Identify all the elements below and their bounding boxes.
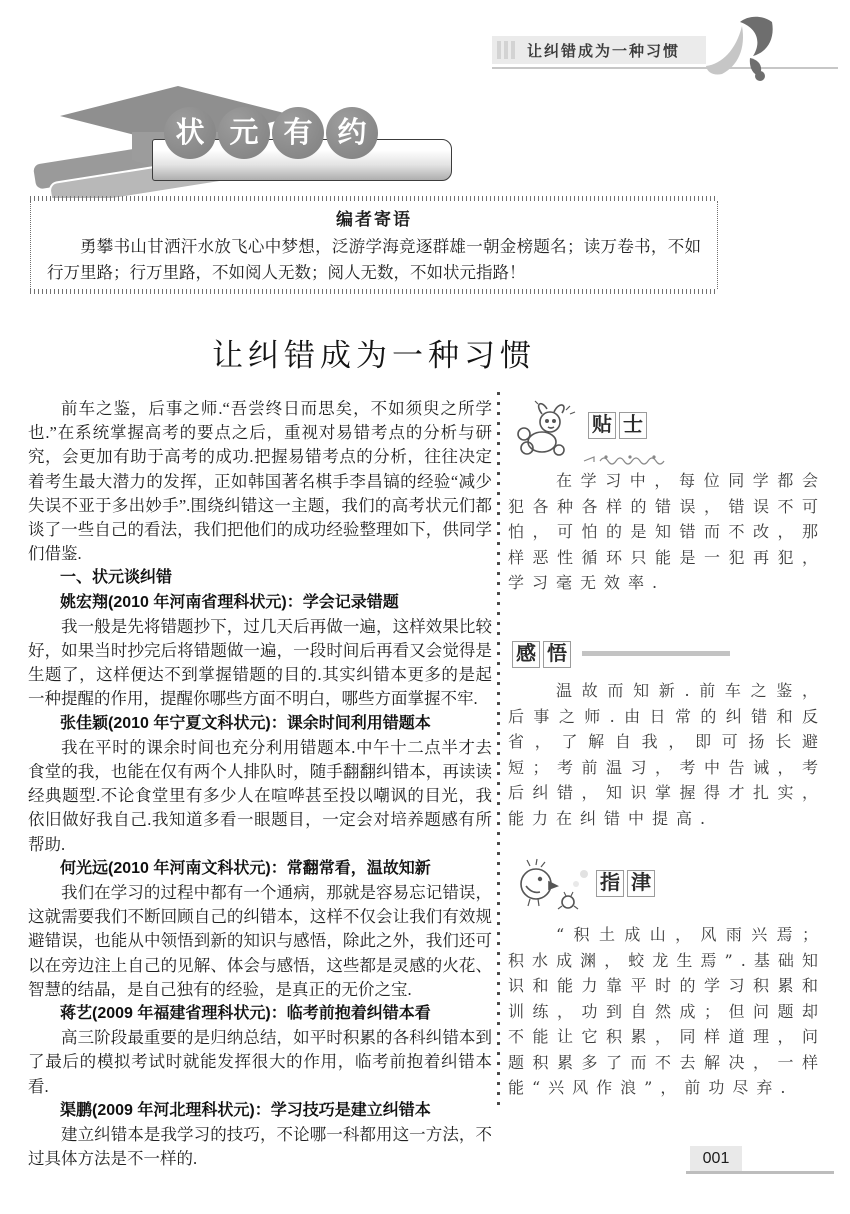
badge-char: 元	[218, 107, 270, 159]
reflection-block-title: 感 悟	[512, 641, 730, 668]
entry-heading: 张佳颖(2010 年宁夏文科状元)：课余时间利用错题本	[60, 714, 431, 732]
entry-heading: 蒋艺(2009 年福建省理科状元)：临考前抱着纠错本看	[60, 1005, 431, 1023]
footer-rule	[686, 1171, 834, 1174]
entry-body: 高三阶段最重要的是归纳总结，如平时积累的各科纠错本到了最后的模拟考试时就能发挥很大的作用，临考前抱着纠错本看.	[28, 1028, 492, 1096]
running-head	[492, 36, 706, 64]
bird-icon	[510, 858, 594, 921]
article-title: 让纠错成为一种习惯	[212, 338, 536, 373]
entry-body: 建立纠错本是我学习的技巧，不论哪一科都用这一方法，不过具体方法是不一样的.	[28, 1125, 492, 1169]
header-decorative-bars	[497, 41, 515, 59]
entry-body: 我在平时的课余时间也充分利用错题本.中午十二点半才去食堂的我，也能在仅有两个人排队时，随手翻翻纠错本，再读读经典题型.不论食堂里有多少人在喧哗甚至投以嘲讽的目光，我依旧做好我自己.我知道多看一眼题目，一定会对培养题感有所帮助.	[28, 737, 492, 854]
article-body	[28, 397, 492, 1172]
intro-paragraph: 前车之鉴，后事之师.“吾尝终日而思矣，不如须臾之所学也.”在系统掌握高考的要点之后，重视对易错考点的分析与研究，会更加有助于高考的成功.把握易错考点的分析，往往决定着考生最大潜力的发挥，正如韩国著名棋手李昌镐的经验“减少失误不亚于多出妙手”.围绕纠错这一主题，我们的高考状元们都谈了一些自己的看法，我们把他们的成功经验整理如下，供同学们借鉴.	[28, 399, 492, 564]
entry-body: 我们在学习的过程中都有一个通病，那就是容易忘记错误，这就需要我们不断回顾自己的纠错本，这样不仅会让我们有效规避错误，也能从中领悟到新的知识与感悟，除此之外，我们还可以在旁边注上自己的见解、体会与感悟，这些都是灵感的火花、智慧的结晶，是自己独有的经验，是真正的无价之宝.	[28, 883, 492, 999]
title-underline-bar	[582, 651, 730, 656]
running-head-title: 让纠错成为一种习惯	[527, 42, 681, 60]
guidance-block-text: “积土成山，风雨兴焉；积水成渊，蛟龙生焉”.基础知识和能力靠平时的学习积累和训练，功到自然成；但问题却不能让它积累，同样道理，问题积累多了而不去解决，一样能“兴风作浪”，前功尽弃.	[508, 925, 826, 1097]
reflection-block-text: 温故而知新.前车之鉴，后事之师.由日常的纠错和反省，了解自我，即可扬长避短；考前温习，考中告诫，考后纠错，知识掌握得才扎实，能力在纠错中提高.	[508, 681, 826, 828]
tip-block-title: 贴 士	[588, 412, 650, 439]
publisher-swoosh-icon	[700, 16, 788, 87]
editor-note-title: 编者寄语	[336, 210, 412, 229]
page-number: 001	[690, 1146, 742, 1171]
editor-note-text: 勇攀书山甘洒汗水放飞心中梦想，泛游学海竞逐群雄一朝金榜题名；读万卷书，不如行万里路；行万里路，不如阅人无数；阅人无数，不如状元指路！	[47, 237, 701, 282]
entry-heading: 渠鹏(2009 年河北理科状元)：学习技巧是建立纠错本	[60, 1101, 431, 1119]
tip-block-text: 在学习中，每位同学都会犯各种各样的错误，错误不可怕，可怕的是知错而不改，那样恶性循环只能是一犯再犯，学习毫无效率.	[508, 471, 826, 592]
guidance-block-title: 指 津	[596, 870, 658, 897]
badge-char: 状	[164, 107, 216, 159]
entry-heading: 何光远(2010 年河南文科状元)：常翻常看，温故知新	[60, 859, 431, 877]
editor-note-box	[30, 196, 718, 294]
section-heading: 一、状元谈纠错	[60, 569, 173, 587]
entry-heading: 姚宏翔(2010 年河南省理科状元)：学会记录错题	[60, 593, 399, 611]
fringe-border	[30, 289, 718, 294]
badge-char: 约	[326, 107, 378, 159]
rabbit-icon	[512, 400, 584, 463]
badge-char: 有	[272, 107, 324, 159]
entry-body: 我一般是先将错题抄下，过几天后再做一遍，这样效果比较好，如果当时抄完后将错题做一遍，一段时间后再看又会觉得是生题了，这样便达不到掌握错题的目的.其实纠错本更多的是起一种提醒的作用，提醒你哪些方面不明白，哪些方面掌握不牢.	[28, 616, 492, 709]
column-divider	[497, 392, 500, 1110]
